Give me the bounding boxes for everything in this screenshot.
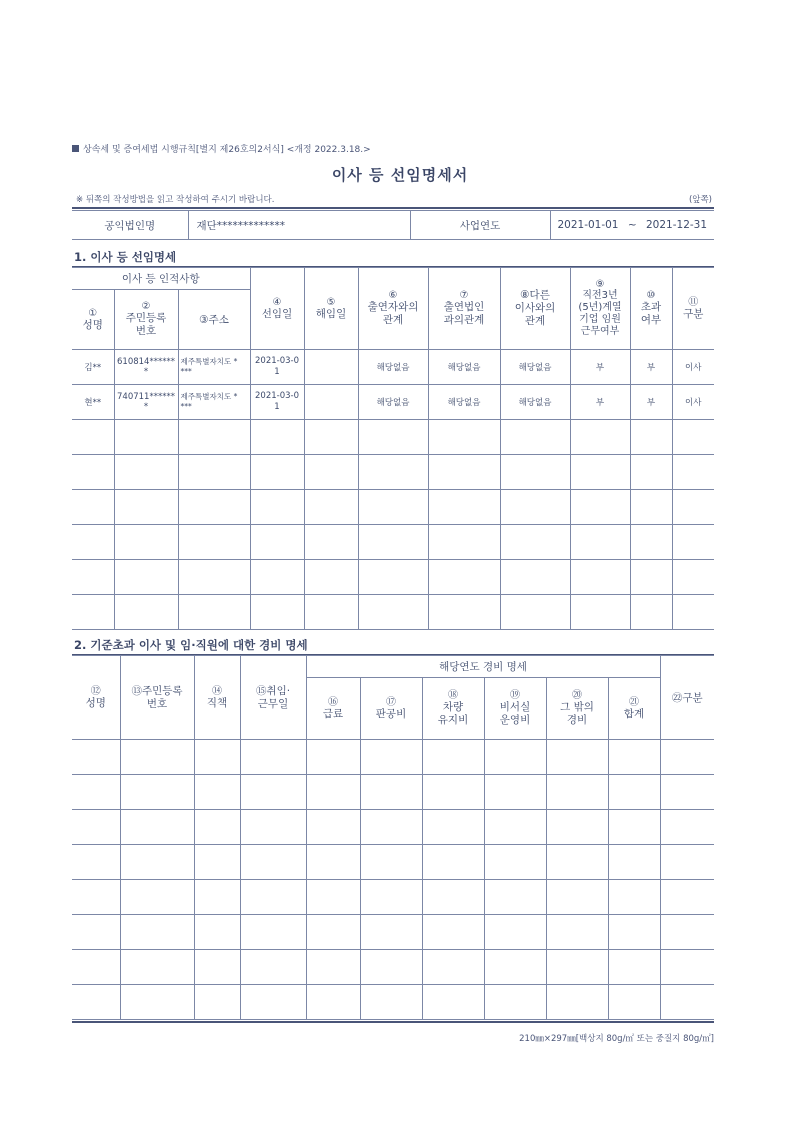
row2-address [178,385,250,420]
row2-appoint-b: 1 [274,402,280,412]
fiscal-year-label: 사업연도 [410,211,550,240]
table-row-empty [72,880,714,915]
row2-appoint-a: 2021-03-0 [255,391,299,401]
table-row-empty [72,595,714,630]
col-affiliate-label-b: (5년)계열 [578,302,622,313]
row2-affil: 부 [570,385,630,420]
col-excess-label-a: 초과 [640,301,662,313]
col-relation-director-label-c: 관계 [524,315,546,327]
table-row [72,350,714,385]
col2-secretariat-label-a: 비서실 [499,701,531,713]
col-relation-corp-label-b: 과의관계 [443,314,485,326]
col2-total-label: 합계 [623,707,645,720]
section2-title: 2. 기준초과 이사 및 임·직원에 대한 경비 명세 [74,638,308,652]
table-row-empty [72,950,714,985]
row1-addr-b: *** [180,367,192,376]
col-type-label: 구분 [683,307,704,320]
col2-secretariat [484,678,546,740]
row1-addr-a: 제주특별자치도 * [180,357,238,366]
row1-rel-donor: 해당없음 [358,350,428,385]
col-affiliate-label-d: 근무여부 [580,326,620,337]
table-row-empty [72,560,714,595]
row1-type: 이사 [672,350,714,385]
col2-other-label-a: 그 밖의 [560,701,594,713]
col-affiliate-label-c: 기업 임원 [579,314,621,325]
circle-18: ⑱ [448,690,458,701]
row2-rel-dir: 해당없음 [500,385,570,420]
col2-vehicle-label-b: 유지비 [437,714,469,726]
fiscal-period [550,211,714,240]
col2-other-label-b: 경비 [566,714,588,726]
row1-dismiss [304,350,358,385]
circle-4: ④ [272,296,282,308]
row2-appoint [250,385,304,420]
circle-16: ⑯ [328,696,338,708]
row1-rrn [114,350,178,385]
col-relation-director-label-b: 이사와의 [514,302,556,314]
square-bullet-icon [72,145,79,152]
circle-17: ⑰ [386,696,396,708]
col2-vehicle-label-a: 차량 [442,701,464,713]
col-relation-donor-label-b: 관계 [382,314,404,326]
period-start: 2021-01-01 [557,219,619,231]
circle-1: ① [88,307,98,319]
form-reference-text: 상속세 및 증여세법 시행규칙[별지 제26호의2서식] <개정 2022.3.18.> [83,145,371,155]
col-name [72,290,114,350]
directors-table [72,267,714,630]
row2-type: 이사 [672,385,714,420]
personal-info-group-header: 이사 등 인적사항 [72,268,250,290]
table-row-empty [72,810,714,845]
row2-rel-corp: 해당없음 [428,385,500,420]
row1-address [178,350,250,385]
circle-9: ⑨ [595,279,605,290]
col-dismiss-date [304,268,358,350]
col-excess [630,268,672,350]
row1-appoint [250,350,304,385]
circle-20: ⑳ [572,690,582,701]
row1-rrn-a: 610814****** [117,357,175,367]
table-row-empty [72,490,714,525]
row2-name: 현** [72,385,114,420]
col2-name-label: 성명 [85,696,106,709]
col2-rrn-label-b: 번호 [146,697,168,710]
corp-name-value: 재단************* [188,211,410,240]
row2-excess: 부 [630,385,672,420]
col-relation-corp [428,268,500,350]
row2-rrn [114,385,178,420]
row1-rel-corp: 해당없음 [428,350,500,385]
row1-rrn-b: * [143,367,149,377]
col2-rrn [120,656,194,740]
circle-10: ⑩ [646,290,656,301]
table-row-empty [72,775,714,810]
col2-total [608,678,660,740]
table-row-empty [72,420,714,455]
paper-spec: 210㎜×297㎜[백상지 80g/㎡ 또는 중질지 80g/㎡] [519,1034,714,1044]
corp-info-table [72,210,714,240]
col-appoint-date [250,268,304,350]
instruction-note: ※ 뒤쪽의 작성방법을 읽고 작성하여 주시기 바랍니다. [76,195,275,205]
col-excess-label-b: 여부 [640,314,662,326]
circle-21: ㉑ [629,696,640,708]
col-relation-corp-label-a: 출연법인 [443,301,485,313]
col-dismiss-label: 해임일 [315,307,347,320]
circle-6: ⑥ [388,290,398,301]
table-row [72,385,714,420]
col-name-label: 성명 [82,318,103,331]
col-relation-donor [358,268,428,350]
row2-rel-donor: 해당없음 [358,385,428,420]
col-affiliate-officer [570,268,630,350]
col-appoint-label: 선임일 [261,307,293,320]
col2-salary-label: 급료 [322,707,344,720]
col2-tenure-label-a: ⑮취임· [255,684,291,697]
table-row-empty [72,455,714,490]
expense-group-header: 해당연도 경비 명세 [306,656,660,678]
col-affiliate-label-a: 직전3년 [582,290,618,301]
col2-entertainment [360,678,422,740]
col-address: ③주소 [178,290,250,350]
table-row-empty [72,740,714,775]
top-rule [72,207,714,209]
col2-tenure [240,656,306,740]
table-row-empty [72,525,714,560]
row2-rrn-a: 740711****** [117,392,175,402]
col-type [672,268,714,350]
row1-appoint-b: 1 [274,367,280,377]
col2-other [546,678,608,740]
col2-position [194,656,240,740]
circle-7: ⑦ [459,290,469,301]
row1-affil: 부 [570,350,630,385]
col-relation-director [500,268,570,350]
col2-name [72,656,120,740]
circle-5: ⑤ [326,296,336,308]
col-relation-donor-label-a: 출연자와의 [367,301,419,313]
col2-salary [306,678,360,740]
page-side-label: (앞쪽) [688,195,712,205]
table-row-empty [72,915,714,950]
col2-tenure-label-b: 근무일 [257,697,289,710]
row1-rel-dir: 해당없음 [500,350,570,385]
period-separator: ~ [627,219,637,231]
expenses-table [72,655,714,1020]
circle-14: ⑭ [212,685,222,697]
row2-dismiss [304,385,358,420]
row1-excess: 부 [630,350,672,385]
col2-vehicle [422,678,484,740]
section1-title: 1. 이사 등 선임명세 [74,250,177,264]
col-relation-director-label-a: ⑧다른 [520,289,550,301]
table-row-empty [72,985,714,1020]
col2-secretariat-label-b: 운영비 [499,714,531,726]
col2-type: ㉒구분 [660,656,714,740]
row1-name: 김** [72,350,114,385]
circle-12: ⑫ [90,685,101,697]
bottom-rule [72,1021,714,1023]
row2-addr-b: *** [180,402,192,411]
col2-rrn-label-a: ⑬주민등록 [131,684,183,697]
row1-appoint-a: 2021-03-0 [255,356,299,366]
col-rrn [114,290,178,350]
col-rrn-label-a: 주민등록 [125,312,167,324]
row2-addr-a: 제주특별자치도 * [180,392,238,401]
col-rrn-label-b: 번호 [135,325,157,337]
corp-name-label: 공익법인명 [72,211,188,240]
table-row-empty [72,845,714,880]
circle-19: ⑲ [510,690,520,701]
form-reference [72,142,371,155]
col2-position-label: 직책 [206,696,228,709]
circle-11: ⑪ [688,296,699,308]
circle-2: ② [141,301,151,312]
page-title: 이사 등 선임명세서 [331,166,469,184]
period-end: 2021-12-31 [646,219,708,231]
row2-rrn-b: * [143,402,149,412]
col2-entertainment-label: 판공비 [375,707,407,720]
